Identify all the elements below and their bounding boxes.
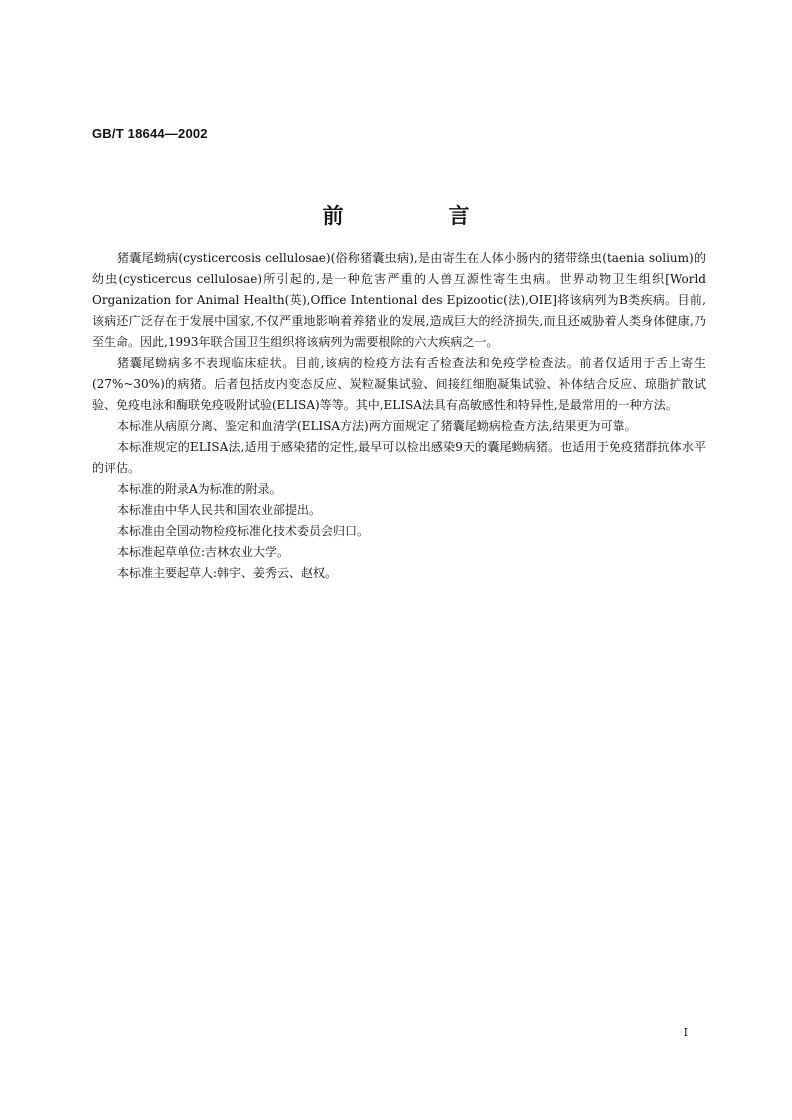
paragraph-elisa-application: 本标准规定的ELISA法,适用于感染猪的定性,最早可以检出感染9天的囊尾蚴病猪。也适用于免疫猪群抗体水平的评估。 bbox=[92, 440, 706, 475]
paragraph-background: 猪囊尾蚴病(cysticercosis cellulosae)(俗称猪囊虫病),是由寄生在人体小肠内的猪带绦虫(taenia solium)的幼虫(cysticercus cellulosae)所引起的,是一种危害严重的人兽互源性寄生虫病。世界动物卫生组织[World Organization for Animal Health(英),Office Intentional des Epizootic(法),OIE]将该病列为B类疾病。目前,该病还广泛存在于发展中国家,不仅严重地影响着养猪业的发展,造成巨大的经济损失,而且还威胁着人类身体健康,乃至生命。因此,1993年联合国卫生组织将该病列为需要根除的六大疾病之一。 bbox=[92, 251, 706, 349]
paragraph-scope: 本标准从病原分离、鉴定和血清学(ELISA方法)两方面规定了猪囊尾蚴病检查方法,结果更为可靠。 bbox=[117, 419, 637, 433]
page-title: 前 言 bbox=[322, 204, 512, 228]
paragraph-drafting-unit: 本标准起草单位:吉林农业大学。 bbox=[117, 545, 290, 559]
standard-code: GB/T 18644—2002 bbox=[92, 126, 208, 141]
paragraph-proposer: 本标准由中华人民共和国农业部提出。 bbox=[117, 503, 322, 517]
paragraph-appendix: 本标准的附录A为标准的附录。 bbox=[117, 482, 282, 496]
page-number: I bbox=[683, 1026, 688, 1039]
paragraph-committee: 本标准由全国动物检疫标准化技术委员会归口。 bbox=[117, 524, 370, 538]
preface-body bbox=[92, 248, 706, 584]
paragraph-drafters: 本标准主要起草人:韩宇、姜秀云、赵权。 bbox=[117, 566, 338, 580]
paragraph-detection-methods: 猪囊尾蚴病多不表现临床症状。目前,该病的检疫方法有舌检查法和免疫学检查法。前者仅适用于舌上寄生(27%~30%)的病猪。后者包括皮内变态反应、炭粒凝集试验、间接红细胞凝集试验、补体结合反应、琼脂扩散试验、免疫电泳和酶联免疫吸附试验(ELISA)等等。其中,ELISA法具有高敏感性和特异性,是最常用的一种方法。 bbox=[92, 356, 706, 412]
